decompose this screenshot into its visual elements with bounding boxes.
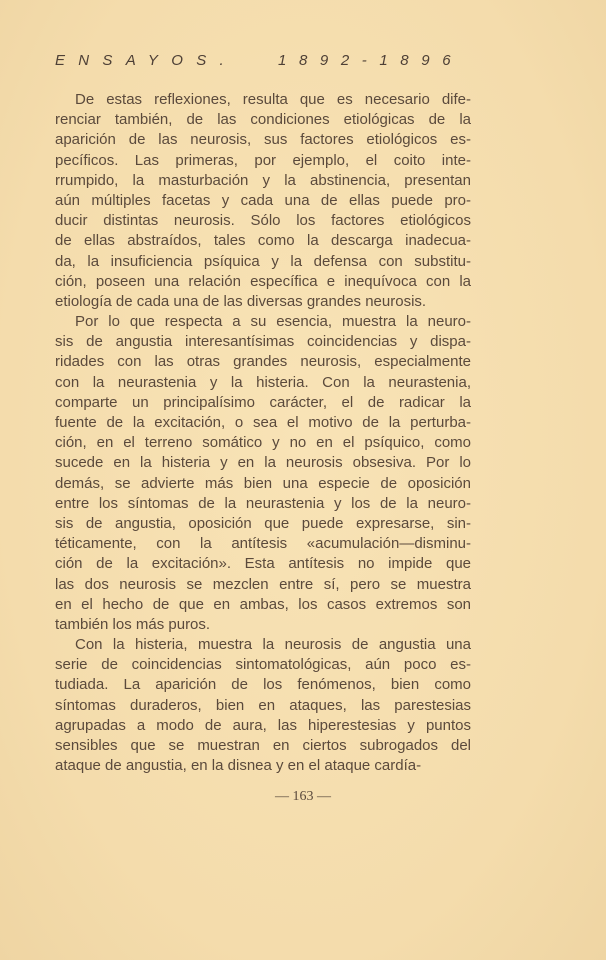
running-header <box>55 52 473 74</box>
text-line: agrupadas a modo de aura, las hiperestesias y puntos <box>55 716 471 734</box>
text-line: aparición de las neurosis, sus factores etiológicos es- <box>55 131 471 149</box>
paragraph <box>55 90 471 312</box>
text-line: las dos neurosis se mezclen entre sí, pero se muestra <box>55 575 471 593</box>
text-line: comparte un principalísimo carácter, el de radicar la <box>55 393 471 411</box>
text-line: con la neurastenia y la histeria. Con la neurastenia, <box>55 373 471 391</box>
text-line: también los más puros. <box>55 615 211 633</box>
text-line: tudiada. La aparición de los fenómenos, bien como <box>55 676 471 694</box>
text-line: Por lo que respecta a su esencia, muestra la neuro- <box>75 313 471 331</box>
text-line: ción, en el terreno somático y no en el psíquico, como <box>55 434 471 452</box>
text-line: sis de angustia interesantísimas coincidencias y dispa- <box>55 333 471 351</box>
text-line: De estas reflexiones, resulta que es necesario dife- <box>75 91 471 108</box>
page-body <box>55 90 471 776</box>
text-line: aún múltiples facetas y cada una de ellas puede pro- <box>55 191 471 209</box>
text-line: de ellas abstraídos, tales como la descarga inadecua- <box>55 232 471 250</box>
text-line: téticamente, con la antítesis «acumulación—disminu- <box>55 535 471 553</box>
text-line: sis de angustia, oposición que puede expresarse, sin- <box>55 514 471 532</box>
text-line: Con la histeria, muestra la neurosis de angustia una <box>75 636 471 654</box>
text-line: ataque de angustia, en la disnea y en el ataque cardía- <box>55 757 422 775</box>
text-line: demás, se advierte más bien una especie de oposición <box>55 474 471 492</box>
page-number: — 163 — <box>275 789 331 804</box>
text-line: en el hecho de que en ambas, los casos extremos son <box>55 595 471 613</box>
text-line: rrumpido, la masturbación y la abstinencia, presentan <box>55 171 471 189</box>
paragraph <box>55 635 471 776</box>
text-line: etiología de cada una de las diversas grandes neurosis. <box>55 292 427 310</box>
text-line: sucede en la histeria y en la neurosis obsesiva. Por lo <box>55 454 471 472</box>
text-line: ducir distintas neurosis. Sólo los factores etiológicos <box>55 212 471 230</box>
text-line: ridades con las otras grandes neurosis, especialmente <box>55 353 471 371</box>
text-line: serie de coincidencias sintomatológicas, aún poco es- <box>55 656 471 674</box>
text-line: ción de la excitación». Esta antítesis no impide que <box>55 555 471 573</box>
paragraph <box>55 312 471 635</box>
text-line: ción, poseen una relación específica e inequívoca con la <box>55 272 471 290</box>
text-line: pecíficos. Las primeras, por ejemplo, el coito inte- <box>55 151 471 169</box>
text-line: síntomas duraderos, bien en ataques, las parestesias <box>55 696 471 714</box>
header-years: 1892-1896 <box>278 52 464 69</box>
header-title: ENSAYOS. <box>55 52 237 69</box>
text-line: entre los síntomas de la neurastenia y los de la neuro- <box>55 494 471 512</box>
text-line: renciar también, de las condiciones etiológicas de la <box>55 111 471 129</box>
text-line: fuente de la excitación, o sea el motivo de la perturba- <box>55 414 471 431</box>
text-line: da, la insuficiencia psíquica y la defensa con substitu- <box>55 252 471 270</box>
text-line: sensibles que se muestran en ciertos subrogados del <box>55 737 471 754</box>
